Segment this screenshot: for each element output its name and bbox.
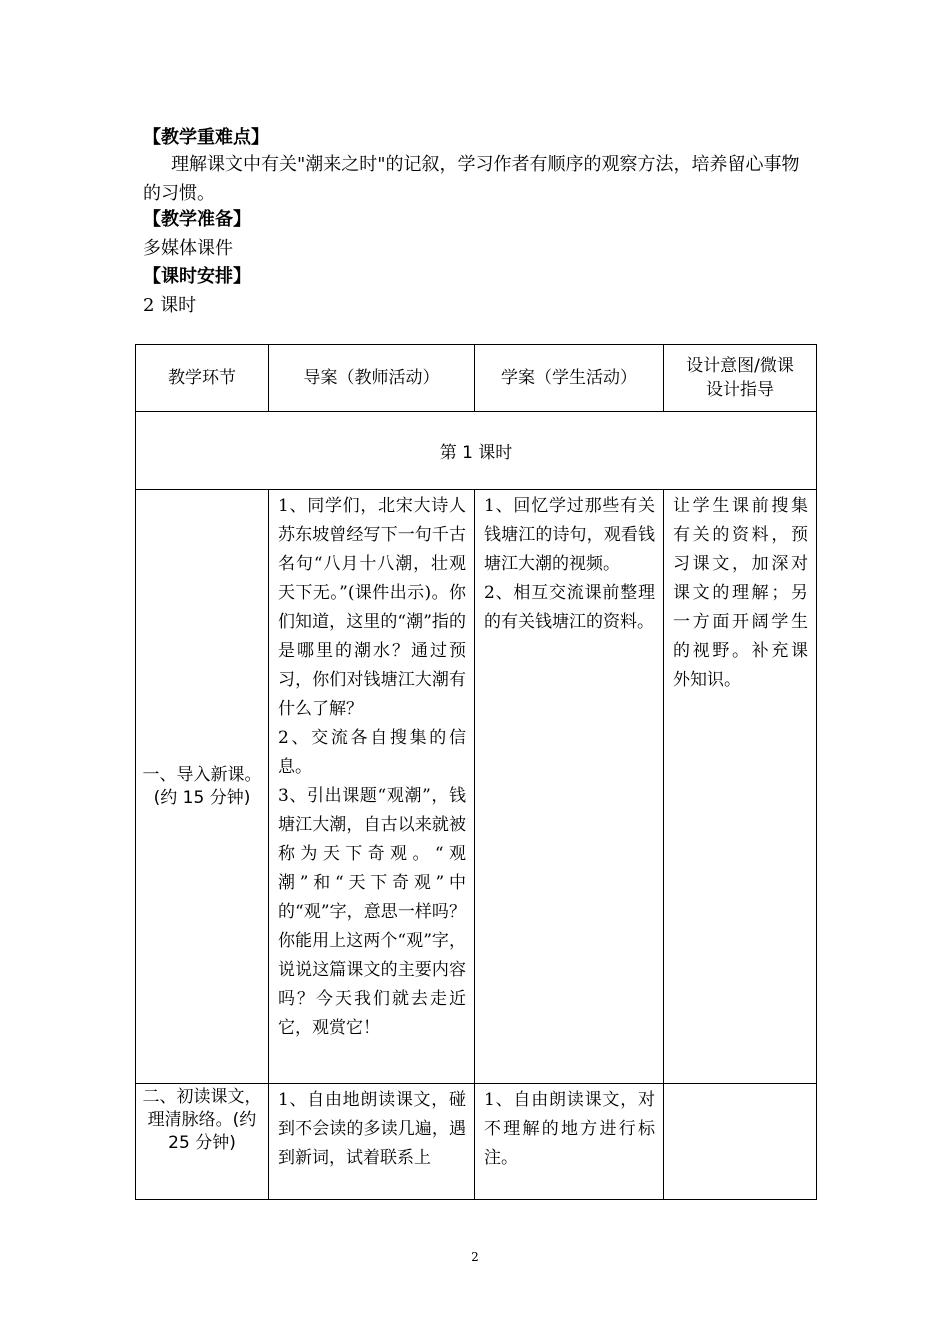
header-teacher: 导案（教师活动） bbox=[269, 345, 475, 412]
schedule-heading: 【课时安排】 bbox=[143, 266, 251, 287]
student-activity: 1、回忆学过那些有关钱塘江的诗句，观看钱塘江大潮的视频。 2、相互交流课前整理的有关钱塘江的资料。 bbox=[484, 496, 655, 632]
stage-cell: 一、导入新课。(约 15 分钟) bbox=[136, 490, 269, 1084]
page-number: 2 bbox=[471, 1250, 479, 1264]
table-header-row bbox=[136, 345, 817, 412]
prep-heading: 【教学准备】 bbox=[143, 209, 251, 230]
header-stage: 教学环节 bbox=[136, 345, 269, 412]
prep-text: 多媒体课件 bbox=[143, 238, 233, 259]
design-intent: 让学生课前搜集有关的资料，预习课文，加深对课文的理解；另一方面开阔学生的视野。补充课外知识。 bbox=[673, 496, 808, 690]
header-student: 学案（学生活动） bbox=[475, 345, 664, 412]
lesson-plan-table bbox=[135, 344, 817, 1200]
difficulty-text: 理解课文中有关"潮来之时"的记叙，学习作者有顺序的观察方法，培养留心事物的习惯。 bbox=[143, 154, 800, 204]
student-activity: 1、自由朗读课文，对不理解的地方进行标注。 bbox=[484, 1090, 655, 1168]
table-row bbox=[136, 490, 817, 1084]
session-row bbox=[136, 412, 817, 490]
stage-cell: 二、初读课文，理清脉络。(约 25 分钟) bbox=[136, 1084, 269, 1200]
table-row bbox=[136, 1084, 817, 1200]
schedule-text: 2 课时 bbox=[143, 295, 197, 316]
difficulty-heading: 【教学重难点】 bbox=[143, 127, 269, 148]
teacher-activity: 1、自由地朗读课文，碰到不会读的多读几遍，遇到新词，试着联系上 bbox=[278, 1090, 466, 1168]
design-intent bbox=[664, 1084, 816, 1090]
session-title: 第 1 课时 bbox=[136, 412, 817, 490]
teacher-activity: 1、同学们，北宋大诗人苏东坡曾经写下一句千古名句“八月十八潮，壮观天下无。”(课件出示)。你们知道，这里的“潮”指的是哪里的潮水？通过预习，你们对钱塘江大潮有什么了解？ 2、交流各自搜集的信息。 3、引出课题“观潮”，钱塘江大潮，自古以来就被称为天下奇观。“观潮”和“天下奇观”中的“观”字，意思一样吗？你能用上这两个“观”字，说说这篇课文的主要内容吗？今天我们就去走近它，观赏它！ bbox=[278, 496, 466, 1038]
header-intent: 设计意图/微课设计指导 bbox=[664, 345, 817, 412]
